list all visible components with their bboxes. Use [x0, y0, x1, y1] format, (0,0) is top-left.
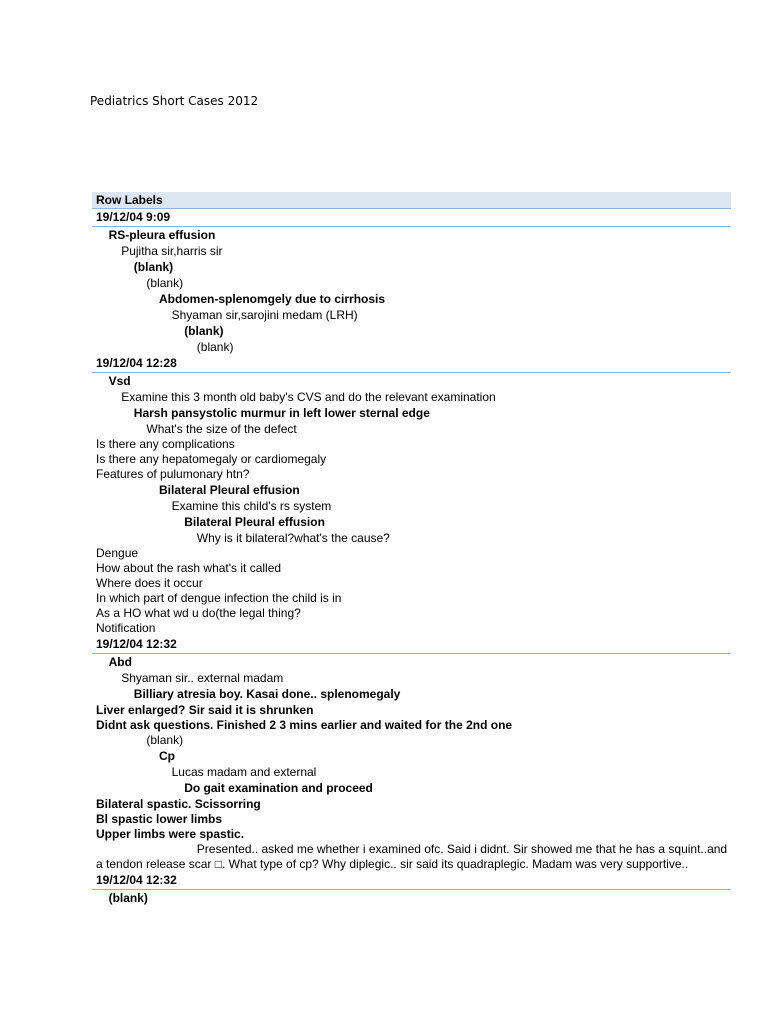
pivot-row[interactable]: (blank)	[196, 340, 234, 354]
pivot-group-row[interactable]: 19/12/04 12:32	[92, 872, 731, 890]
pivot-row[interactable]: Bilateral Pleural effusion	[159, 483, 300, 497]
pivot-row[interactable]: Dengue	[96, 546, 139, 560]
pivot-row[interactable]: (blank)	[184, 324, 224, 338]
pivot-row[interactable]: (blank)	[133, 260, 174, 274]
pivot-row[interactable]: Harsh pansystolic murmur in left lower sternal edge	[133, 406, 430, 420]
pivot-row[interactable]: RS-pleura effusion	[108, 228, 216, 242]
pivot-row[interactable]: How about the rash what's it called	[96, 561, 282, 575]
pivot-row[interactable]: Liver enlarged? Sir said it is shrunken	[96, 703, 314, 717]
pivot-row[interactable]: (blank)	[146, 276, 184, 290]
pivot-row[interactable]: Pujitha sir,harris sir	[121, 244, 223, 258]
pivot-row[interactable]: Bl spastic lower limbs	[96, 812, 223, 826]
pivot-row[interactable]: Didnt ask questions. Finished 2 3 mins earlier and waited for the 2nd one	[96, 718, 513, 732]
pivot-group-row[interactable]: 19/12/04 12:28	[92, 355, 731, 373]
pivot-row[interactable]: Upper limbs were spastic.	[96, 827, 245, 841]
pivot-row[interactable]: Presented.. asked me whether i examined ofc. Said i didnt. Sir showed me that he has a squint..and a tendon release scar □. What type of cp? Why diplegic.. sir said its quadraplegic. Madam was very supportive..	[96, 842, 728, 871]
pivot-row[interactable]: Why is it bilateral?what's the cause?	[196, 531, 390, 545]
pivot-row[interactable]: Vsd	[108, 374, 131, 388]
pivot-row[interactable]: Features of pulumonary htn?	[96, 467, 250, 481]
pivot-row[interactable]: (blank)	[146, 733, 184, 747]
pivot-row[interactable]: Shyaman sir.. external madam	[121, 671, 284, 685]
pivot-row[interactable]: In which part of dengue infection the child is in	[96, 591, 342, 605]
pivot-row[interactable]: Lucas madam and external	[171, 765, 317, 779]
pivot-row[interactable]: Is there any hepatomegaly or cardiomegaly	[96, 452, 327, 466]
pivot-row[interactable]: Bilateral Pleural effusion	[184, 515, 325, 529]
document-title: Pediatrics Short Cases 2012	[90, 94, 259, 108]
pivot-row[interactable]: (blank)	[108, 891, 148, 905]
pivot-row[interactable]: Cp	[159, 749, 175, 763]
pivot-group-row[interactable]: 19/12/04 9:09	[92, 209, 731, 227]
pivot-row[interactable]: Shyaman sir,sarojini medam (LRH)	[171, 308, 358, 322]
pivot-group-row[interactable]: 19/12/04 12:32	[92, 636, 731, 654]
pivot-row[interactable]: Examine this 3 month old baby's CVS and do the relevant examination	[121, 390, 496, 404]
pivot-row[interactable]: Notification	[96, 621, 156, 635]
pivot-row[interactable]: Is there any complications	[96, 437, 235, 451]
pivot-row[interactable]: Do gait examination and proceed	[184, 781, 373, 795]
pivot-row[interactable]: Billiary atresia boy. Kasai done.. splenomegaly	[133, 687, 401, 701]
pivot-header-row-labels[interactable]: Row Labels	[92, 192, 731, 209]
pivot-row[interactable]: Bilateral spastic. Scissorring	[96, 797, 261, 811]
pivot-row[interactable]: What's the size of the defect	[146, 422, 297, 436]
pivot-row[interactable]: Examine this child's rs system	[171, 499, 332, 513]
pivot-row[interactable]: As a HO what wd u do(the legal thing?	[96, 606, 301, 620]
pivot-rows	[92, 209, 731, 907]
pivot-row[interactable]: Abd	[108, 655, 132, 669]
pivot-row[interactable]: Abdomen-splenomgely due to cirrhosis	[159, 292, 386, 306]
pivot-row[interactable]: Where does it occur	[96, 576, 203, 590]
pivot-table	[92, 192, 731, 907]
